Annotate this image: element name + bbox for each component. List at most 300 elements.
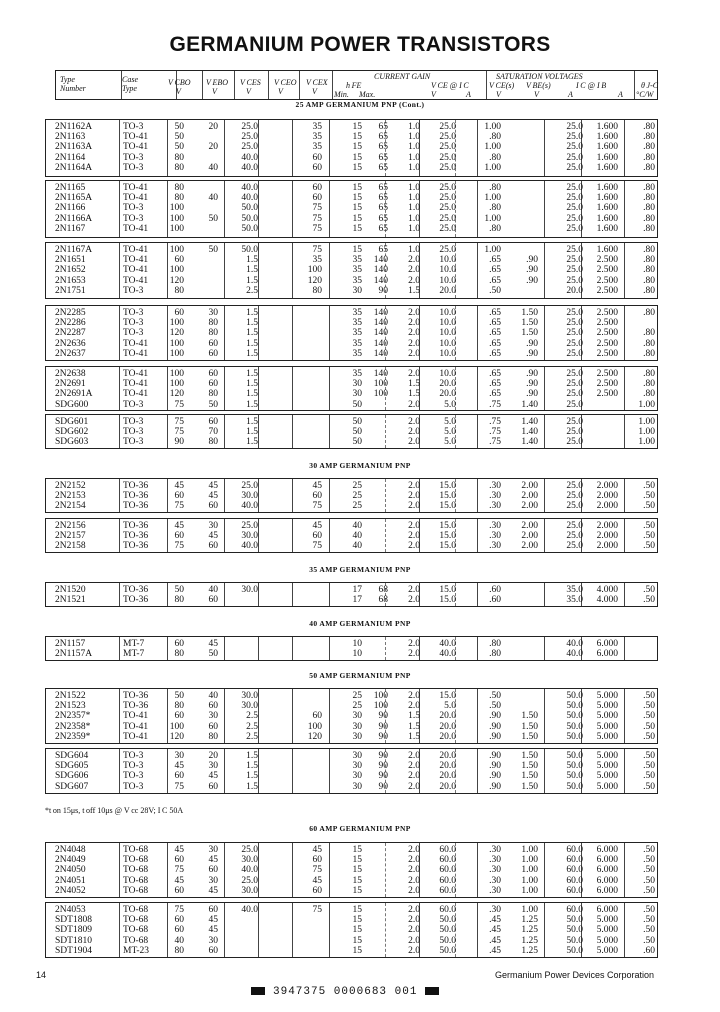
table-column — [162, 585, 184, 605]
type-number-cell: 2N1157 — [55, 639, 86, 649]
table-column — [232, 183, 258, 234]
table-column — [366, 245, 388, 296]
table-cell: 90 — [378, 711, 388, 722]
table-column — [162, 639, 184, 659]
table-cell: 30.0 — [241, 491, 258, 502]
table-cell — [266, 163, 288, 173]
table-column — [300, 369, 322, 410]
table-cell: 65 — [378, 193, 388, 204]
table-column — [162, 417, 184, 448]
table-cell: 100 — [169, 348, 184, 359]
table-column — [432, 845, 456, 896]
table-cell: 1.5 — [246, 771, 258, 782]
table-cell: 5.000 — [596, 731, 618, 742]
table-column — [55, 639, 115, 659]
table-cell — [366, 905, 388, 915]
table-column — [162, 481, 184, 512]
table-cell: 50 — [174, 585, 184, 595]
table-cell: TO-68 — [123, 925, 149, 936]
table-cell: 100 — [169, 223, 184, 234]
table-column — [55, 122, 115, 173]
table-cell: 2.0 — [408, 701, 420, 712]
type-number-cell: SDT1809 — [55, 925, 92, 936]
type-number-cell: 2N2636 — [55, 338, 86, 349]
table-cell — [266, 491, 288, 501]
table-cell: 1.5 — [408, 731, 420, 742]
table-cell: 20.0 — [439, 751, 456, 761]
table-cell: 35 — [352, 275, 362, 286]
table-group — [45, 414, 658, 449]
table-column — [631, 521, 655, 552]
table-cell: 25.0 — [566, 275, 583, 286]
table-cell: 1.0 — [408, 245, 420, 255]
table-column — [366, 122, 388, 173]
table-cell: 30 — [208, 875, 218, 886]
table-cell: 60.0 — [439, 885, 456, 896]
table-cell: TO-3 — [123, 213, 144, 224]
table-cell: 1.40 — [521, 437, 538, 448]
table-cell: 140 — [373, 275, 388, 286]
table-cell: 140 — [373, 308, 388, 318]
table-cell: 65 — [378, 122, 388, 132]
table-column — [266, 245, 288, 296]
table-cell: 60.0 — [566, 885, 583, 896]
table-cell — [366, 845, 388, 855]
table-cell: 1.00 — [521, 875, 538, 886]
table-cell: 5.000 — [596, 751, 618, 761]
table-cell: 2.0 — [408, 905, 420, 915]
table-cell — [266, 782, 288, 792]
table-cell: 25.0 — [241, 481, 258, 491]
type-number-cell: 2N1165 — [55, 183, 86, 193]
table-cell: .80 — [643, 265, 655, 276]
table-column — [631, 122, 655, 173]
table-cell: 15 — [352, 132, 362, 143]
table-cell: 2.00 — [521, 491, 538, 502]
section-title: 50 AMP GERMANIUM PNP — [309, 671, 411, 680]
table-cell: 1.5 — [246, 389, 258, 400]
table-cell: 1.5 — [246, 328, 258, 339]
table-cell: 2.0 — [408, 265, 420, 276]
table-cell: 2.500 — [596, 308, 618, 318]
table-cell — [266, 214, 288, 224]
table-cell — [366, 521, 388, 531]
table-cell: 5.0 — [444, 427, 456, 438]
table-cell: 6.000 — [596, 905, 618, 915]
table-cell — [300, 595, 322, 605]
table-cell: 75 — [174, 865, 184, 876]
table-cell: 25 — [352, 701, 362, 712]
table-cell — [366, 946, 388, 956]
table-cell: 2.0 — [408, 595, 420, 606]
table-cell: 2.0 — [408, 348, 420, 359]
table-cell — [508, 585, 538, 595]
table-cell: 90 — [174, 437, 184, 448]
table-column — [123, 417, 161, 448]
table-cell: 2.0 — [408, 885, 420, 896]
type-number-cell: 2N2357* — [55, 711, 91, 722]
table-cell: 75 — [174, 501, 184, 512]
col-case-type: Type — [122, 84, 137, 93]
table-cell — [266, 649, 288, 659]
table-cell: 2.0 — [408, 915, 420, 926]
table-cell: 1.5 — [246, 437, 258, 448]
table-cell: 25.0 — [439, 132, 456, 143]
table-cell: 65 — [378, 245, 388, 255]
barcode — [243, 986, 447, 998]
table-cell: 2.0 — [408, 531, 420, 542]
table-cell: 75 — [312, 223, 322, 234]
table-cell — [196, 265, 218, 275]
table-cell: 15.0 — [439, 491, 456, 502]
col-vcesat-unit: V — [496, 90, 501, 99]
table-cell: 25 — [352, 481, 362, 491]
table-cell — [266, 865, 288, 875]
table-cell: 1.5 — [246, 427, 258, 438]
table-cell: 25.0 — [566, 541, 583, 552]
table-cell: 20.0 — [439, 771, 456, 782]
table-column — [366, 308, 388, 359]
table-cell — [300, 649, 322, 659]
table-cell: 80 — [208, 731, 218, 742]
table-cell — [266, 245, 288, 255]
table-cell: 25.0 — [566, 203, 583, 214]
table-cell: 40.0 — [241, 193, 258, 204]
table-cell: 15.0 — [439, 691, 456, 701]
table-cell: 2.00 — [521, 521, 538, 531]
table-cell: 1.00 — [484, 142, 501, 153]
table-cell — [300, 946, 322, 956]
table-cell: .60 — [489, 585, 501, 595]
table-cell: .50 — [643, 865, 655, 876]
barcode-mark-left — [251, 987, 265, 995]
table-column — [432, 308, 456, 359]
table-column — [366, 751, 388, 792]
table-cell — [366, 936, 388, 946]
table-column — [340, 183, 362, 234]
table-cell: 4.000 — [596, 585, 618, 595]
table-column — [366, 691, 388, 742]
table-cell: 2.0 — [408, 541, 420, 552]
table-cell — [586, 417, 618, 427]
table-cell: 5.000 — [596, 691, 618, 701]
type-number-cell: 2N4053 — [55, 905, 86, 915]
table-column — [398, 122, 420, 173]
table-cell: 45 — [312, 521, 322, 531]
table-cell: 35 — [352, 338, 362, 349]
table-cell: 1.00 — [521, 855, 538, 866]
table-cell: .65 — [489, 338, 501, 349]
table-cell: 60 — [174, 885, 184, 896]
table-cell — [266, 481, 288, 491]
table-cell: 50.0 — [566, 701, 583, 712]
table-cell — [266, 122, 288, 132]
table-cell: .65 — [489, 275, 501, 286]
table-cell: 15 — [352, 162, 362, 173]
table-cell — [266, 639, 288, 649]
table-column — [196, 245, 218, 296]
table-cell: 2.0 — [408, 437, 420, 448]
table-cell: 75 — [174, 781, 184, 792]
table-cell: 25.0 — [241, 142, 258, 153]
table-column — [300, 245, 322, 296]
type-number-cell: 2N1523 — [55, 701, 86, 712]
table-cell: 30 — [352, 751, 362, 761]
table-cell: .80 — [489, 223, 501, 234]
table-column — [232, 845, 258, 896]
table-cell: 50 — [174, 691, 184, 701]
table-column — [561, 751, 583, 792]
table-column — [340, 308, 362, 359]
table-cell: 25.0 — [241, 845, 258, 855]
table-cell — [232, 595, 258, 605]
table-cell: 65 — [378, 203, 388, 214]
table-cell: 100 — [373, 389, 388, 400]
table-cell — [300, 925, 322, 935]
table-cell: 1.600 — [596, 162, 618, 173]
table-cell — [266, 349, 288, 359]
table-cell — [300, 400, 322, 410]
table-column — [508, 308, 538, 359]
table-cell: 25.0 — [566, 132, 583, 143]
table-cell: .45 — [489, 925, 501, 936]
table-column — [162, 905, 184, 956]
table-column — [561, 245, 583, 296]
table-cell: 50.0 — [439, 945, 456, 956]
table-cell: 45 — [174, 481, 184, 491]
table-cell: 60.0 — [566, 855, 583, 866]
table-column — [508, 183, 538, 234]
table-cell — [300, 691, 322, 701]
table-cell: TO-41 — [123, 711, 149, 722]
table-cell: .80 — [489, 639, 501, 649]
table-cell: TO-36 — [123, 481, 149, 491]
table-column — [340, 369, 362, 410]
table-cell: .50 — [643, 721, 655, 732]
table-cell: TO-41 — [123, 275, 149, 286]
table-column — [162, 183, 184, 234]
table-cell: 40 — [352, 541, 362, 552]
table-cell: 60 — [174, 491, 184, 502]
table-cell: .90 — [526, 255, 538, 266]
table-cell — [266, 946, 288, 956]
table-cell: 2.0 — [408, 691, 420, 701]
type-number-cell: 2N2637 — [55, 348, 86, 359]
col-theta: θ J-C — [641, 81, 659, 90]
table-column — [432, 122, 456, 173]
table-cell — [366, 876, 388, 886]
table-column — [586, 751, 618, 792]
table-column — [561, 308, 583, 359]
table-cell: 100 — [169, 338, 184, 349]
table-column — [340, 521, 362, 552]
table-cell — [266, 224, 288, 234]
table-cell: TO-36 — [123, 531, 149, 542]
table-cell: 25 — [352, 491, 362, 502]
table-cell: 50 — [208, 649, 218, 660]
table-column — [477, 245, 501, 296]
table-column — [432, 639, 456, 659]
table-column — [266, 905, 288, 956]
table-cell: 75 — [312, 213, 322, 224]
type-number-cell: SDG603 — [55, 437, 89, 448]
table-cell: 10.0 — [439, 265, 456, 276]
table-column — [508, 417, 538, 448]
table-cell: 35.0 — [566, 595, 583, 606]
table-cell: 2.0 — [408, 255, 420, 266]
table-cell: 25.0 — [566, 348, 583, 359]
table-column — [631, 417, 655, 448]
table-column — [340, 751, 362, 792]
table-cell: 60 — [312, 531, 322, 542]
table-cell: 2.0 — [408, 427, 420, 438]
table-column — [631, 245, 655, 296]
table-column — [631, 905, 655, 956]
table-cell: 4.000 — [596, 595, 618, 606]
table-cell: 1.50 — [521, 761, 538, 772]
table-cell — [266, 437, 288, 447]
table-cell: 15 — [352, 875, 362, 886]
table-cell — [366, 417, 388, 427]
table-cell: 20 — [208, 142, 218, 153]
table-cell: .80 — [489, 132, 501, 143]
table-cell: .50 — [643, 501, 655, 512]
table-cell: 25.0 — [566, 265, 583, 276]
table-cell — [300, 782, 322, 792]
table-cell — [266, 531, 288, 541]
table-column — [232, 417, 258, 448]
table-column — [123, 521, 161, 552]
table-cell: .65 — [489, 369, 501, 379]
table-column — [586, 639, 618, 659]
table-cell — [196, 276, 218, 286]
table-cell: 50.0 — [566, 761, 583, 772]
table-column — [340, 585, 362, 605]
table-cell — [300, 369, 322, 379]
table-column — [432, 481, 456, 512]
table-cell: 1.0 — [408, 142, 420, 153]
table-column — [55, 481, 115, 512]
table-cell: 35 — [352, 348, 362, 359]
table-cell: 1.5 — [246, 379, 258, 390]
table-column — [232, 122, 258, 173]
table-cell: 30 — [208, 761, 218, 772]
table-cell: .80 — [643, 255, 655, 266]
type-number-cell: 2N2691 — [55, 379, 86, 390]
table-cell: 25.0 — [566, 399, 583, 410]
table-cell — [266, 751, 288, 761]
type-number-cell: SDT1810 — [55, 935, 92, 946]
table-cell: 40.0 — [566, 639, 583, 649]
table-cell: 1.5 — [408, 721, 420, 732]
table-group — [45, 305, 658, 361]
table-cell: .80 — [643, 122, 655, 132]
table-column — [561, 585, 583, 605]
table-cell: .50 — [643, 761, 655, 772]
table-cell: 20 — [208, 751, 218, 761]
table-cell — [508, 132, 538, 142]
table-cell: TO-68 — [123, 845, 149, 855]
table-cell: 30 — [352, 731, 362, 742]
table-column — [196, 481, 218, 512]
table-cell: 1.5 — [246, 318, 258, 329]
table-cell: 1.00 — [638, 399, 655, 410]
table-cell: TO-3 — [123, 328, 144, 339]
table-cell — [300, 389, 322, 399]
table-cell: MT-23 — [123, 945, 150, 956]
table-cell: 45 — [174, 521, 184, 531]
table-cell: 50 — [352, 437, 362, 448]
table-column — [586, 308, 618, 359]
col-theta-unit: °C/W — [636, 90, 654, 99]
table-column — [398, 183, 420, 234]
table-cell: TO-68 — [123, 865, 149, 876]
table-cell: 60 — [208, 338, 218, 349]
table-cell: 50 — [174, 142, 184, 153]
table-cell: 15.0 — [439, 541, 456, 552]
table-cell: 75 — [312, 245, 322, 255]
footnote: *t on 15μs, t off 10μs @ V cc 28V; I C 50A — [45, 806, 184, 815]
table-cell: .80 — [643, 193, 655, 204]
table-cell — [266, 855, 288, 865]
table-column — [631, 691, 655, 742]
table-cell: .50 — [643, 751, 655, 761]
table-cell: 15.0 — [439, 595, 456, 606]
table-cell: 25.0 — [439, 142, 456, 153]
table-cell: 15 — [352, 945, 362, 956]
table-cell: 2.0 — [408, 585, 420, 595]
table-column — [300, 585, 322, 605]
table-cell: 5.000 — [596, 915, 618, 926]
table-cell — [508, 224, 538, 234]
table-cell: .65 — [489, 379, 501, 390]
table-cell: 25.0 — [439, 213, 456, 224]
type-number-cell: 2N2638 — [55, 369, 86, 379]
table-cell — [196, 183, 218, 193]
table-column — [232, 905, 258, 956]
table-cell: 40 — [208, 585, 218, 595]
table-cell: TO-36 — [123, 691, 149, 701]
table-cell: 50.0 — [241, 203, 258, 214]
table-cell: 70 — [208, 427, 218, 438]
table-cell: 1.25 — [521, 935, 538, 946]
table-cell: 30 — [174, 751, 184, 761]
table-column — [398, 369, 420, 410]
table-cell: 60 — [208, 905, 218, 915]
table-cell — [266, 400, 288, 410]
table-cell: 80 — [174, 152, 184, 163]
table-column — [162, 308, 184, 359]
table-column — [123, 751, 161, 792]
table-column — [477, 369, 501, 410]
table-cell: .50 — [489, 701, 501, 712]
table-cell: 2.000 — [596, 491, 618, 502]
table-cell: 140 — [373, 255, 388, 266]
table-cell — [508, 595, 538, 605]
table-cell — [366, 886, 388, 896]
table-cell: 1.00 — [521, 845, 538, 855]
table-cell: 15 — [352, 183, 362, 193]
table-cell — [300, 771, 322, 781]
table-cell: 40 — [208, 193, 218, 204]
table-cell: 60 — [312, 885, 322, 896]
table-group — [45, 242, 658, 299]
table-cell — [232, 649, 258, 659]
table-column — [398, 639, 420, 659]
table-cell — [266, 541, 288, 551]
table-cell: 40.0 — [439, 639, 456, 649]
table-cell: 68 — [378, 595, 388, 606]
